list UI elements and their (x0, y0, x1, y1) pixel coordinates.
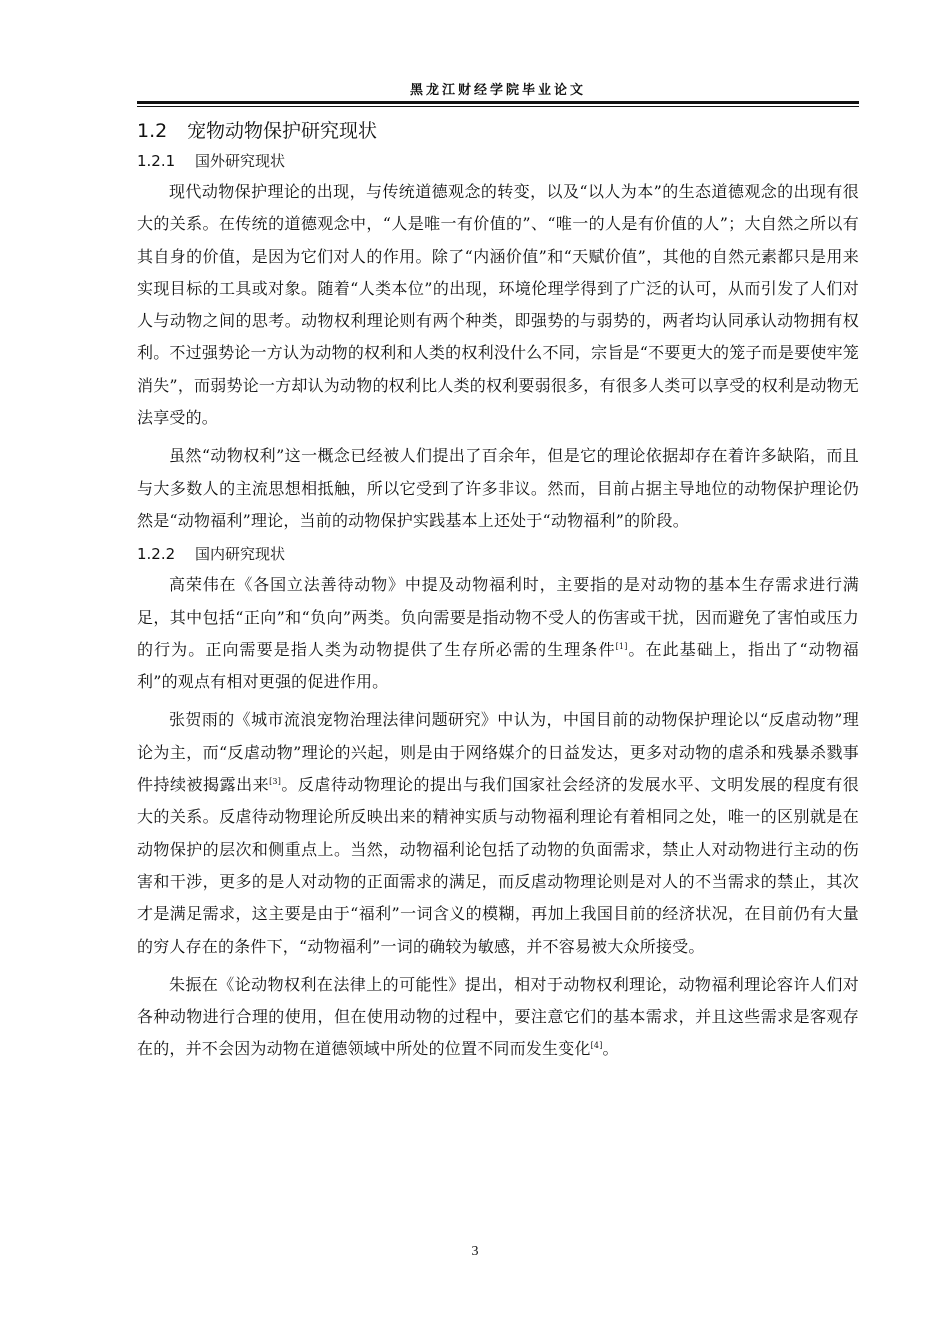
subsection-number: 1.2.2 (137, 545, 176, 564)
paragraph-text: 高荣伟在《各国立法善待动物》中提及动物福利时，主要指的是对动物的基本生存需求进行满足，其中包括“正向”和“负向”两类。负向需要是指动物不受人的伤害或干扰，因而避免了害怕或压力的行为。正向需要是指人类为动物提供了生存所必需的生理条件 (137, 575, 859, 659)
section-number: 1.2 (137, 120, 168, 142)
page-number: 3 (471, 1244, 479, 1259)
subsection-number: 1.2.1 (137, 152, 176, 170)
paragraph (137, 969, 859, 1066)
paragraph-text: 。在此基础上，指出了“动物福利”的观点有相对更强的促进作用。 (137, 639, 860, 692)
subsection-title: 国外研究现状 (195, 152, 286, 170)
paragraph: 虽然“动物权利”这一概念已经被人们提出了百余年，但是它的理论依据却存在着许多缺陷，而且与大多数人的主流思想相抵触，所以它受到了许多非议。然而，目前占据主导地位的动物保护理论仍然是“动物福利”理论，当前的动物保护实践基本上还处于“动物福利”的阶段。 (137, 446, 859, 530)
header-rule-thick (137, 101, 859, 104)
running-header-title: 黑龙江财经学院毕业论文 (409, 83, 586, 98)
page-body (137, 118, 859, 1072)
paragraph-text: 。反虐待动物理论的提出与我们国家社会经济的发展水平、文明发展的程度有很大的关系。反虐待动物理论所反映出来的精神实质与动物福利理论有着相同之处，唯一的区别就是在动物保护的层次和侧重点上。当然，动物福利论包括了动物的负面需求，禁止人对动物进行主动的伤害和干涉，更多的是人对动物的正面需求的满足，而反虐动物理论则是对人的不当需求的禁止，其次才是满足需求，这主要是由于“福利”一词含义的模糊，再加上我国目前的经济状况，在目前仍有大量的穷人存在的条件下，“动物福利”一词的确较为敏感，并不容易被大众所接受。 (137, 775, 859, 956)
section-title: 宠物动物保护研究现状 (187, 120, 378, 142)
paragraph-text: 张贺雨的《城市流浪宠物治理法律问题研究》中认为，中国目前的动物保护理论以“反虐动物”理论为主，而“反虐动物”理论的兴起，则是由于网络媒介的日益发达，更多对动物的虐杀和残暴杀戮事件持续被揭露出来 (137, 710, 859, 795)
header-rule-thin (137, 106, 859, 107)
citation-ref[interactable]: [3] (269, 777, 282, 787)
subsection-heading-domestic (137, 543, 859, 565)
paragraph (137, 704, 859, 962)
citation-ref[interactable]: [4] (590, 1041, 603, 1051)
paragraph-text: 朱振在《论动物权利在法律上的可能性》提出，相对于动物权利理论，动物福利理论容许人们对各种动物进行合理的使用，但在使用动物的过程中，要注意它们的基本需求，并且这些需求是客观存在的，并不会因为动物在道德领域中所处的位置不同而发生变化 (137, 974, 859, 1059)
subsection-heading-foreign (137, 150, 859, 172)
citation-ref[interactable]: [1] (615, 641, 628, 651)
subsection-title: 国内研究现状 (195, 545, 286, 564)
paragraph: 现代动物保护理论的出现，与传统道德观念的转变，以及“以人为本”的生态道德观念的出现有很大的关系。在传统的道德观念中，“人是唯一有价值的”、“唯一的人是有价值的人”；大自然之所以有其自身的价值，是因为它们对人的作用。除了“内涵价值”和“天赋价值”，其他的自然元素都只是用来实现目标的工具或对象。随着“人类本位”的出现，环境伦理学得到了广泛的认可，从而引发了人们对人与动物之间的思考。动物权利理论则有两个种类，即强势的与弱势的，两者均认同承认动物拥有权利。不过强势论一方认为动物的权利和人类的权利没什么不同，宗旨是“不要更大的笼子而是要使牢笼消失”，而弱势论一方却认为动物的权利比人类的权利要弱很多，有很多人类可以享受的权利是动物无法享受的。 (137, 182, 859, 428)
section-heading (137, 118, 859, 144)
paragraph-text: 。 (602, 1039, 619, 1059)
paragraph (137, 569, 859, 698)
